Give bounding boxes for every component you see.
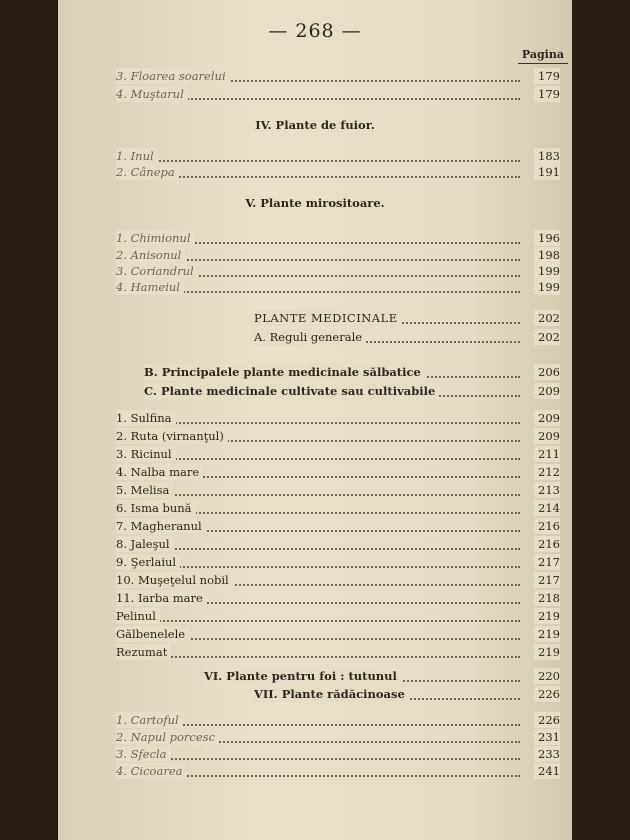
toc-entry: 3. Ricinul 211 [116, 447, 560, 461]
toc-entry: 4. Cicoarea 241 [116, 764, 560, 778]
toc-entry: C. Plante medicinale cultivate sau cultivabile 209 [144, 384, 560, 398]
column-header: Pagina [521, 48, 564, 61]
page-number: — 268 — [268, 20, 362, 42]
toc-entry: 1. Inul 183 [116, 149, 560, 163]
book-page [58, 0, 572, 840]
toc-entry: 4. Muştarul 179 [116, 87, 560, 101]
toc-entry: 4. Nalba mare 212 [116, 465, 560, 479]
toc-entry: B. Principalele plante medicinale sălbatice 206 [144, 365, 560, 379]
toc-entry: Gălbenelele 219 [116, 627, 560, 641]
toc-entry: Pelinul 219 [116, 609, 560, 623]
section-heading-iv: IV. Plante de fuior. [255, 118, 375, 132]
section-heading-v: V. Plante mirositoare. [245, 196, 385, 210]
toc-entry: 1. Chimionul 196 [116, 231, 560, 245]
toc-entry: 4. Hameiul 199 [116, 280, 560, 294]
toc-entry: Rezumat 219 [116, 645, 560, 659]
toc-entry: 7. Magheranul 216 [116, 519, 560, 533]
toc-entry: 9. Şerlaiul 217 [116, 555, 560, 569]
toc-entry: 2. Cânepa 191 [116, 165, 560, 179]
toc-entry: 3. Sfecla 233 [116, 747, 560, 761]
toc-entry: 1. Sulfina 209 [116, 411, 560, 425]
toc-entry: 2. Anisonul 198 [116, 248, 560, 262]
toc-entry: 3. Floarea soarelui 179 [116, 69, 560, 83]
toc-entry: A. Reguli generale 202 [254, 330, 560, 344]
toc-entry: 1. Cartoful 226 [116, 713, 560, 727]
toc-entry: 11. Iarba mare 218 [116, 591, 560, 605]
toc-entry: 3. Coriandrul 199 [116, 264, 560, 278]
toc-entry-heading-vii: VII. Plante rădăcinoase 226 [254, 687, 560, 701]
toc-entry-medicinal-title: PLANTE MEDICINALE 202 [254, 311, 560, 325]
toc-entry: 2. Ruta (virnanţul) 209 [116, 429, 560, 443]
toc-entry-heading-vi: VI. Plante pentru foi : tutunul 220 [204, 669, 560, 683]
toc-entry: 2. Napul porcesc 231 [116, 730, 560, 744]
toc-entry: 8. Jaleşul 216 [116, 537, 560, 551]
toc-entry: 6. Isma bună 214 [116, 501, 560, 515]
toc-entry: 5. Melisa 213 [116, 483, 560, 497]
toc-entry: 10. Muşeţelul nobil 217 [116, 573, 560, 587]
